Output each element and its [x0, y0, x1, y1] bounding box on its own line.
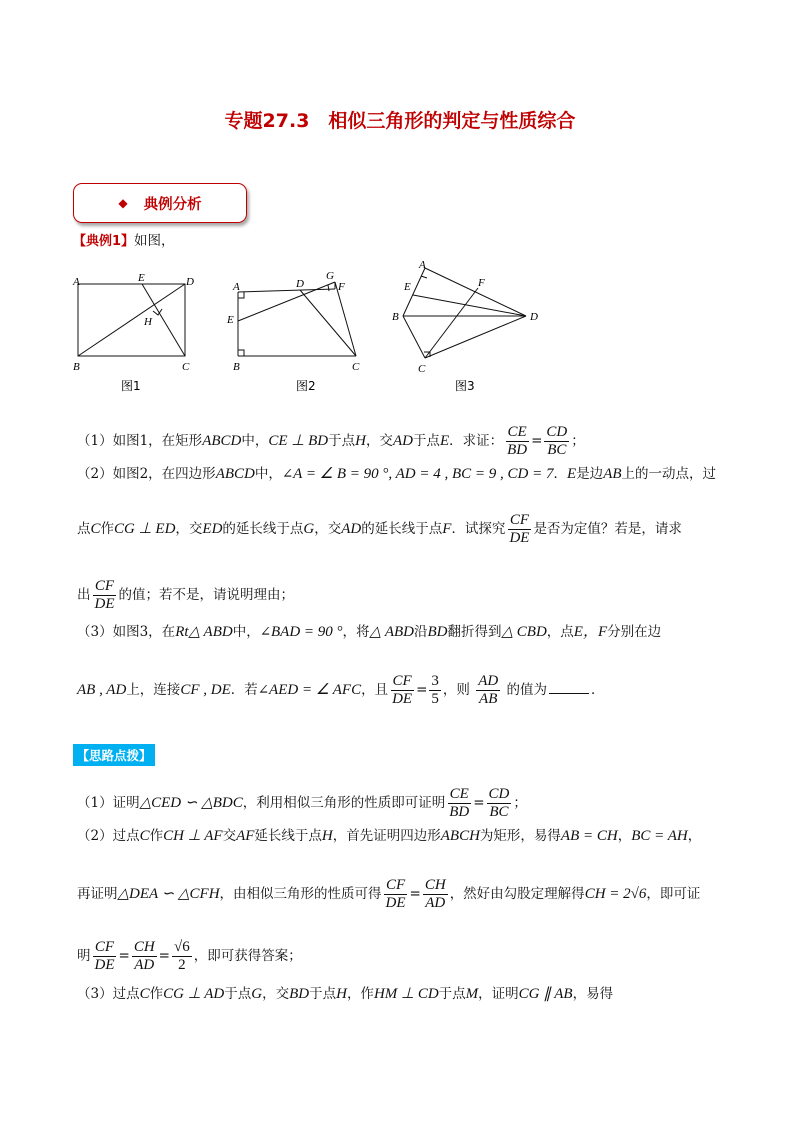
section-header — [73, 183, 247, 223]
fig1-label-B: B — [73, 361, 80, 373]
example-tag: 【典例1】 — [73, 234, 135, 249]
question-1: （1）如图1，在矩形ABCD中，CE ⊥ BD于点H，交AD于点E．求证： $\frac{CE}{BD}$ = $\frac{CD}{BC}$ ； — [77, 424, 585, 458]
fraction-ad-ab: $\frac{AD}{AB}$ — [478, 673, 499, 707]
fig2-label-A: A — [233, 281, 240, 293]
hint-tag: 【思路点拨】 — [73, 744, 155, 766]
fig2-label-F: F — [338, 281, 345, 293]
fig3-label-E: E — [404, 281, 411, 293]
example-intro: 【典例1】如图， — [73, 233, 175, 249]
fig3-label-F: F — [478, 277, 485, 289]
fig2-label-D: D — [296, 278, 304, 290]
fig2-label-G: G — [326, 270, 334, 282]
fig2-caption: 图2 — [296, 379, 316, 393]
fig1-label-D: D — [186, 276, 194, 288]
figure-3 — [403, 268, 526, 358]
fig1-caption: 图1 — [121, 379, 141, 393]
question-2-line-2: 点C作CG ⊥ ED，交ED的延长线于点G，交AD的延长线于点F．试探究 $\frac{CF}{DE}$ 是否为定值？若是，请求 — [77, 512, 682, 546]
question-3-line-2: AB , AD上，连接CF , DE．若∠AED = ∠ AFC，且 $\frac{CF}{DE}$ = $\frac{3}{5}$ ，则 $\frac{AD}{AB}$ 的值为 ． — [77, 673, 605, 707]
fig2-label-B: B — [233, 361, 240, 373]
question-3-line-1: （3）如图3，在Rt△ ABD中，∠BAD = 90 °，将△ ABD沿BD翻折得到△ CBD，点E，F分别在边 — [77, 624, 662, 640]
hint-1: （1）证明△CED ∽ △BDC，利用相似三角形的性质即可证明 $\frac{CE}{BD}$ = $\frac{CD}{BC}$ ； — [77, 786, 527, 820]
fraction-cd-bc: $\frac{CD}{BC}$ — [546, 424, 568, 458]
fig1-label-E: E — [138, 272, 145, 284]
fraction-ce-bd: $\frac{CE}{BD}$ — [507, 424, 528, 458]
answer-blank[interactable] — [549, 693, 589, 694]
figure-2 — [238, 282, 356, 356]
section-label: 典例分析 — [143, 196, 202, 213]
fig3-label-D: D — [530, 311, 538, 323]
fig3-label-C: C — [418, 363, 426, 375]
fig1-label-C: C — [182, 361, 190, 373]
hint-3: （3）过点C作CG ⊥ AD于点G，交BD于点H，作HM ⊥ CD于点M，证明CG ∥ AB，易得 — [77, 986, 614, 1002]
fig1-label-A: A — [73, 276, 80, 288]
fig3-label-A: A — [419, 259, 426, 271]
diamond-icon: ◆ — [118, 196, 128, 210]
page-title: 专题27.3 相似三角形的判定与性质综合 — [224, 110, 576, 132]
hint-2-line-2: 再证明△DEA ∽ △CFH，由相似三角形的性质可得 $\frac{CF}{DE}$ = $\frac{CH}{AD}$ ，然好由勾股定理解得CH = 2√6，即可证 — [77, 877, 701, 911]
hint-2-line-3: 明 $\frac{CF}{DE}$ = $\frac{CH}{AD}$ = $\frac{√6}{2}$ ，即可获得答案； — [77, 939, 302, 973]
hint-2-line-1: （2）过点C作CH ⊥ AF交AF延长线于点H，首先证明四边形ABCH为矩形，易得AB = CH，BC = AH， — [77, 828, 702, 844]
fraction-3-5: $\frac{3}{5}$ — [431, 673, 439, 707]
fig2-label-C: C — [352, 361, 360, 373]
figure-1 — [78, 284, 185, 356]
fig2-label-E: E — [227, 314, 234, 326]
fig3-label-B: B — [392, 311, 399, 323]
question-2-line-3: 出 $\frac{CF}{DE}$ 的值；若不是，请说明理由； — [77, 578, 294, 612]
figures — [70, 258, 630, 398]
fig3-caption: 图3 — [455, 379, 475, 393]
fig1-label-H: H — [144, 316, 152, 328]
question-2-line-1: （2）如图2，在四边形ABCD中，∠A = ∠ B = 90 °, AD = 4 , BC = 9 , CD = 7．E是边AB上的一动点，过 — [77, 466, 717, 482]
fraction-cf-de: $\frac{CF}{DE}$ — [509, 512, 530, 546]
